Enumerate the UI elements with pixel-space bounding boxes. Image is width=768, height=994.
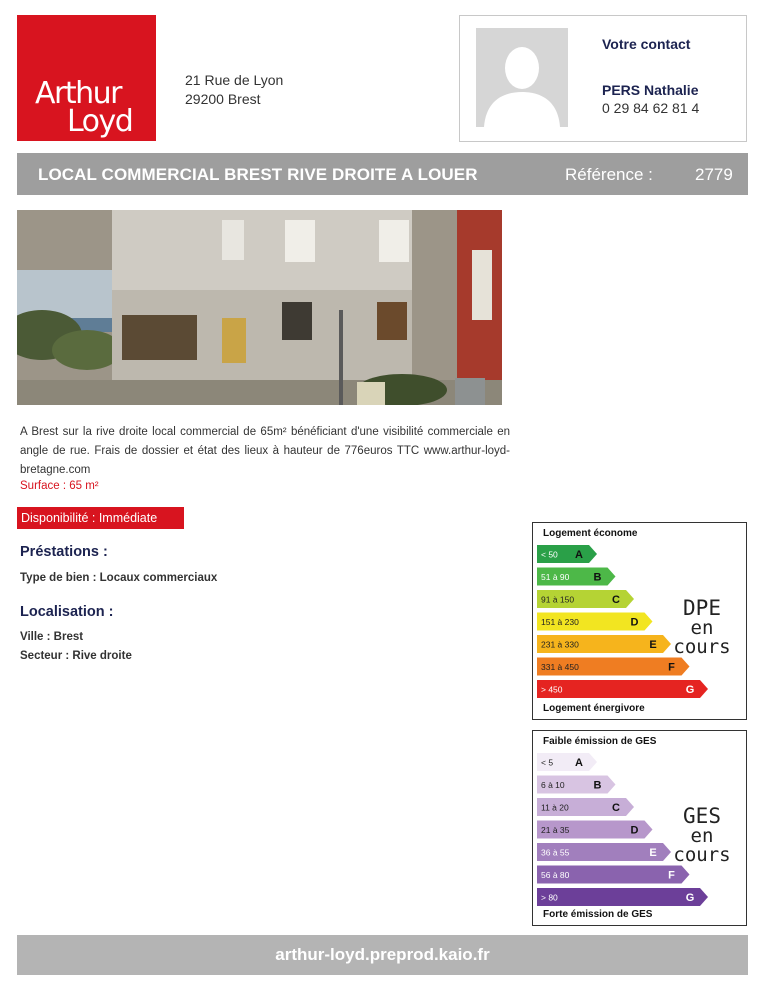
dpe-bottom-caption: Logement énergivore: [543, 703, 645, 714]
dpe-letter-c: C: [612, 594, 620, 606]
dpe-energy-label: [532, 522, 747, 720]
ges-class-g: [537, 888, 708, 906]
dpe-status: [668, 597, 736, 657]
dpe-range-c: 91 à 150: [541, 594, 575, 605]
dpe-letter-b: B: [593, 571, 602, 584]
contact-title: Votre contact: [602, 36, 691, 52]
ges-letter-e: E: [649, 847, 657, 859]
ges-letter-b: B: [593, 779, 602, 792]
ges-status-line-2: en: [690, 825, 714, 847]
dpe-class-d: [537, 613, 653, 631]
reference-value: 2779: [695, 165, 733, 184]
dpe-status-line-2: en: [690, 617, 714, 639]
dpe-class-c: [537, 590, 634, 608]
prestations-heading: Préstations :: [20, 544, 108, 560]
ges-bottom-caption: Forte émission de GES: [543, 909, 653, 920]
ges-class-d: [537, 821, 653, 839]
dpe-bar-g: [537, 680, 708, 698]
agency-city: 29200 Brest: [185, 91, 261, 107]
ges-status: [668, 805, 736, 865]
dpe-letter-d: D: [630, 616, 639, 629]
ges-range-f: 56 à 80: [541, 870, 570, 880]
dpe-letter-f: F: [668, 661, 675, 674]
dpe-range-b: 51 à 90: [541, 572, 570, 582]
ges-range-b: 6 à 10: [541, 780, 565, 790]
ges-top-caption: Faible émission de GES: [543, 736, 657, 747]
contact-box: [459, 15, 747, 142]
contact-phone[interactable]: 0 29 84 62 81 4: [602, 100, 700, 116]
ges-range-c: 11 à 20: [541, 802, 569, 813]
dpe-status-line-3: cours: [673, 636, 731, 658]
dpe-letter-a: A: [575, 549, 583, 561]
agency-address: [185, 71, 283, 109]
dpe-status-line-1: DPE: [683, 596, 721, 620]
listing-title-bar: [17, 153, 748, 195]
ges-letter-g: G: [685, 892, 695, 904]
ges-class-c: [537, 798, 634, 816]
ges-class-e: [537, 843, 671, 861]
ges-class-b: [537, 776, 616, 794]
listing-title: LOCAL COMMERCIAL BREST RIVE DROITE A LOUER: [38, 165, 478, 184]
contact-avatar: [476, 28, 568, 127]
ges-status-line-3: cours: [673, 844, 731, 866]
localisation-secteur: Secteur : Rive droite: [20, 650, 132, 662]
listing-surface: Surface : 65 m²: [20, 480, 99, 492]
dpe-class-b: [537, 568, 616, 586]
footer-website[interactable]: arthur-loyd.preprod.kaio.fr: [17, 935, 748, 975]
localisation-ville: Ville : Brest: [20, 631, 84, 643]
dpe-letter-e: E: [649, 639, 657, 651]
listing-description: A Brest sur la rive droite local commercial de 65m² bénéficiant d'une visibilité commerciale en angle de rue. Frais de dossier et état des lieux à hauteur de 776euros TTC www.arthur-loyd-bretagne.com: [20, 426, 510, 476]
reference-label: Référence :: [565, 165, 653, 184]
dpe-range-g: > 450: [541, 684, 563, 695]
dpe-class-e: [537, 635, 671, 653]
dpe-range-e: 231 à 330: [541, 639, 579, 650]
agency-street: 21 Rue de Lyon: [185, 72, 284, 88]
logo-line-1: Arthur: [35, 76, 121, 111]
ges-bar-g: [537, 888, 708, 906]
ges-class-a: [537, 753, 597, 771]
person-silhouette-icon: [476, 28, 568, 127]
ges-range-e: 36 à 55: [541, 847, 570, 858]
ges-letter-a: A: [575, 757, 583, 769]
ges-letter-f: F: [668, 869, 675, 882]
logo-line-2: Loyd: [67, 104, 133, 139]
ges-status-line-1: GES: [683, 804, 721, 828]
ges-range-d: 21 à 35: [541, 825, 570, 835]
arthur-loyd-logo: [17, 15, 156, 141]
prestations-type: Type de bien : Locaux commerciaux: [20, 572, 218, 584]
ges-letter-c: C: [612, 802, 620, 814]
property-photo: [17, 210, 502, 405]
dpe-letter-g: G: [685, 684, 695, 696]
dpe-top-caption: Logement économe: [543, 528, 638, 539]
ges-range-g: > 80: [541, 892, 558, 903]
ges-class-f: [537, 866, 690, 884]
dpe-range-a: < 50: [541, 549, 558, 560]
localisation-heading: Localisation :: [20, 604, 114, 620]
dpe-range-f: 331 à 450: [541, 662, 579, 672]
contact-name: PERS Nathalie: [602, 82, 699, 98]
dpe-class-f: [537, 658, 690, 676]
ges-emission-label: [532, 730, 747, 926]
dpe-range-d: 151 à 230: [541, 617, 579, 627]
ges-range-a: < 5: [541, 757, 554, 768]
dpe-class-g: [537, 680, 708, 698]
dpe-class-a: [537, 545, 597, 563]
availability-badge: Disponibilité : Immédiate: [17, 507, 184, 529]
ges-letter-d: D: [630, 824, 639, 837]
